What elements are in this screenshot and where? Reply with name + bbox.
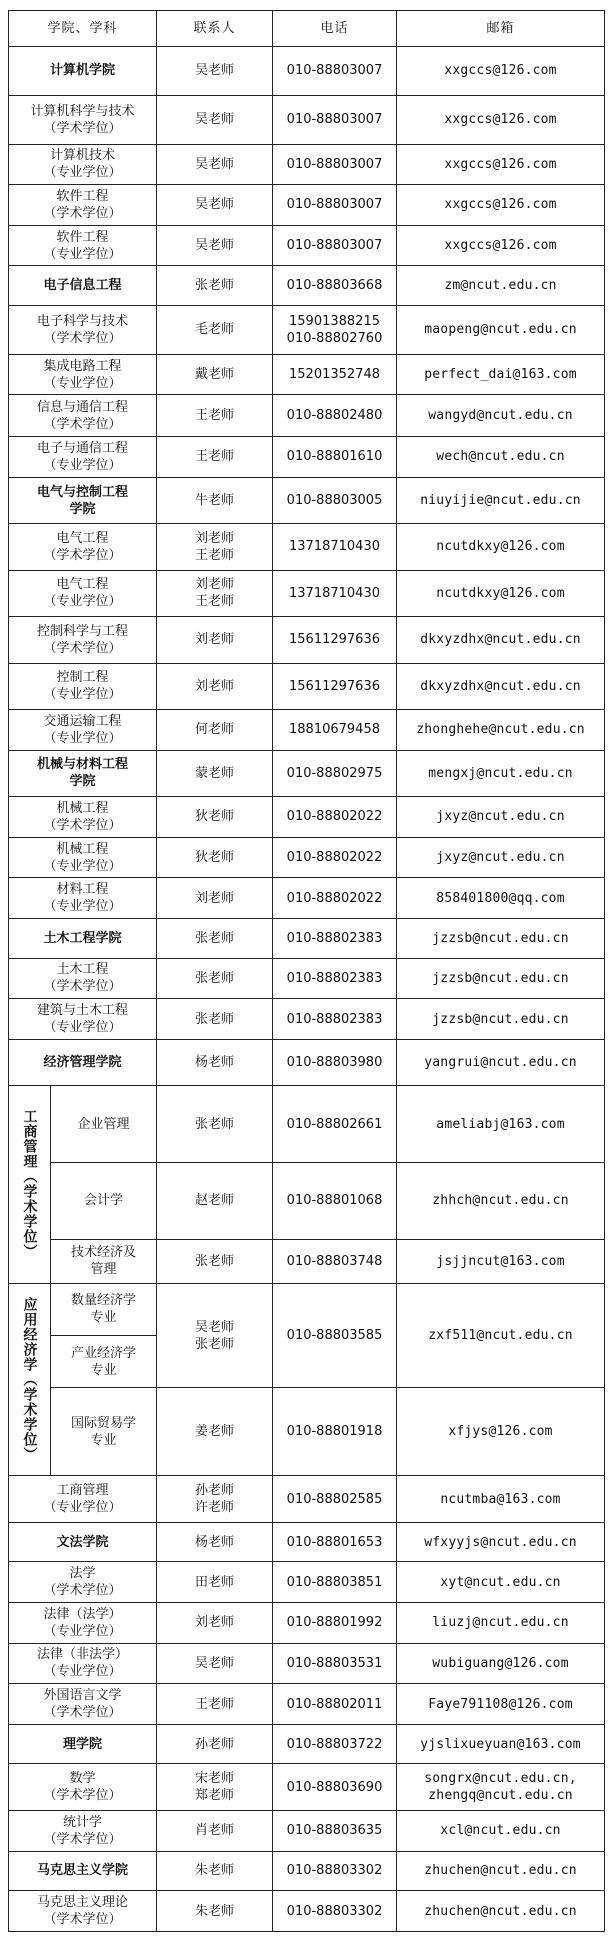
table-row	[9, 1162, 605, 1239]
table-body	[9, 47, 605, 1932]
program-name-cell: 计算机技术 （专业学位）	[9, 144, 157, 185]
email-cell: zm@ncut.edu.cn	[397, 266, 605, 305]
table-row	[9, 1810, 605, 1851]
contact-cell: 狄老师	[157, 797, 273, 838]
email-cell: xfjys@126.com	[397, 1388, 605, 1476]
phone-cell: 18810679458	[273, 710, 397, 751]
program-name-cell: 数学 （学术学位）	[9, 1764, 157, 1810]
email-cell: zxf511@ncut.edu.cn	[397, 1283, 605, 1388]
contact-cell: 刘老师 王老师	[157, 524, 273, 570]
email-cell: jxyz@ncut.edu.cn	[397, 837, 605, 878]
email-cell: Faye791108@126.com	[397, 1684, 605, 1725]
program-name-cell: 工商管理 （专业学位）	[9, 1476, 157, 1522]
email-cell: xxgccs@126.com	[397, 185, 605, 226]
phone-cell: 010-88802022	[273, 878, 397, 919]
contact-cell: 吴老师	[157, 185, 273, 226]
contact-cell: 田老师	[157, 1562, 273, 1603]
phone-cell: 010-88803007	[273, 144, 397, 185]
table-row	[9, 225, 605, 266]
phone-cell: 010-88803722	[273, 1724, 397, 1763]
phone-cell: 010-88803851	[273, 1562, 397, 1603]
phone-cell: 15611297636	[273, 617, 397, 663]
table-row	[9, 1643, 605, 1684]
contact-cell: 狄老师	[157, 837, 273, 878]
table-row	[9, 95, 605, 144]
email-cell: ncutdkxy@126.com	[397, 524, 605, 570]
contact-cell: 宋老师 郑老师	[157, 1764, 273, 1810]
email-cell: xxgccs@126.com	[397, 225, 605, 266]
school-row	[9, 47, 605, 96]
phone-cell: 010-88801610	[273, 437, 397, 478]
program-name-cell: 经济管理学院	[9, 1039, 157, 1085]
phone-cell: 010-88803668	[273, 266, 397, 305]
contact-cell: 王老师	[157, 1684, 273, 1725]
email-cell: dkxyzdhx@ncut.edu.cn	[397, 663, 605, 709]
program-name-cell: 土木工程学院	[9, 919, 157, 958]
contact-cell: 刘老师 王老师	[157, 570, 273, 616]
email-cell: xxgccs@126.com	[397, 47, 605, 96]
contact-cell: 何老师	[157, 710, 273, 751]
table-row	[9, 395, 605, 437]
phone-cell: 010-88802022	[273, 797, 397, 838]
email-cell: wangyd@ncut.edu.cn	[397, 395, 605, 437]
email-cell: yjslixueyuan@163.com	[397, 1724, 605, 1763]
email-cell: dkxyzdhx@ncut.edu.cn	[397, 617, 605, 663]
phone-cell: 010-88802975	[273, 750, 397, 796]
school-row	[9, 266, 605, 305]
program-name-cell: 材料工程 （专业学位）	[9, 878, 157, 919]
email-cell: jzzsb@ncut.edu.cn	[397, 999, 605, 1040]
phone-cell: 010-88801918	[273, 1388, 397, 1476]
program-name-cell: 土木工程 （学术学位）	[9, 958, 157, 999]
contact-cell: 朱老师	[157, 1851, 273, 1890]
email-cell: jzzsb@ncut.edu.cn	[397, 919, 605, 958]
table-row	[9, 1388, 605, 1476]
email-cell: 858401800@qq.com	[397, 878, 605, 919]
table-row	[9, 797, 605, 838]
contact-cell: 张老师	[157, 1239, 273, 1283]
email-cell: xxgccs@126.com	[397, 144, 605, 185]
email-cell: jxyz@ncut.edu.cn	[397, 797, 605, 838]
email-cell: jzzsb@ncut.edu.cn	[397, 958, 605, 999]
table-row	[9, 1562, 605, 1603]
email-cell: niuyijie@ncut.edu.cn	[397, 477, 605, 523]
contact-cell: 毛老师	[157, 305, 273, 354]
contact-cell: 朱老师	[157, 1891, 273, 1932]
phone-cell: 010-88802661	[273, 1086, 397, 1163]
contact-cell: 张老师	[157, 1086, 273, 1163]
phone-cell: 010-88803748	[273, 1239, 397, 1283]
phone-cell: 13718710430	[273, 524, 397, 570]
contact-cell: 赵老师	[157, 1162, 273, 1239]
contact-cell: 张老师	[157, 266, 273, 305]
program-name-cell: 控制工程 （专业学位）	[9, 663, 157, 709]
phone-cell: 010-88803007	[273, 47, 397, 96]
contact-cell: 孙老师	[157, 1724, 273, 1763]
table-row	[9, 958, 605, 999]
school-row	[9, 1039, 605, 1085]
phone-cell: 010-88801653	[273, 1522, 397, 1561]
email-cell: zhuchen@ncut.edu.cn	[397, 1851, 605, 1890]
phone-cell: 15611297636	[273, 663, 397, 709]
phone-cell: 010-88803005	[273, 477, 397, 523]
table-row	[9, 1476, 605, 1522]
phone-cell: 010-88803302	[273, 1891, 397, 1932]
contact-cell: 孙老师 许老师	[157, 1476, 273, 1522]
program-name-cell: 信息与通信工程 （学术学位）	[9, 395, 157, 437]
contact-cell: 张老师	[157, 919, 273, 958]
program-name-cell: 技术经济及 管理	[51, 1239, 157, 1283]
school-row	[9, 750, 605, 796]
program-name-cell: 电气工程 （学术学位）	[9, 524, 157, 570]
header-row	[9, 11, 605, 47]
phone-cell: 010-88802383	[273, 919, 397, 958]
program-name-cell: 文法学院	[9, 1522, 157, 1561]
program-name-cell: 电子与通信工程 （专业学位）	[9, 437, 157, 478]
program-name-cell: 企业管理	[51, 1086, 157, 1163]
email-cell: wfxyyjs@ncut.edu.cn	[397, 1522, 605, 1561]
table-row	[9, 1684, 605, 1725]
table-row	[9, 1239, 605, 1283]
contact-cell: 刘老师	[157, 878, 273, 919]
table-row	[9, 837, 605, 878]
program-name-cell: 机械与材料工程 学院	[9, 750, 157, 796]
header-phone: 电话	[273, 11, 397, 47]
phone-cell: 010-88803007	[273, 95, 397, 144]
contact-cell: 张老师	[157, 999, 273, 1040]
header-contact: 联系人	[157, 11, 273, 47]
program-name-cell: 产业经济学 专业	[51, 1336, 157, 1388]
contact-cell: 姜老师	[157, 1388, 273, 1476]
program-name-cell: 软件工程 （专业学位）	[9, 225, 157, 266]
contact-cell: 戴老师	[157, 354, 273, 395]
program-name-cell: 会计学	[51, 1162, 157, 1239]
phone-cell: 010-88801992	[273, 1603, 397, 1644]
email-cell: zhhch@ncut.edu.cn	[397, 1162, 605, 1239]
program-name-cell: 法律（法学） （专业学位）	[9, 1603, 157, 1644]
program-name-cell: 计算机科学与技术 （学术学位）	[9, 95, 157, 144]
table-row	[9, 710, 605, 751]
contact-cell: 杨老师	[157, 1039, 273, 1085]
program-name-cell: 电气工程 （专业学位）	[9, 570, 157, 616]
program-name-cell: 马克思主义理论 （学术学位）	[9, 1891, 157, 1932]
contact-cell: 刘老师	[157, 663, 273, 709]
table-row	[9, 185, 605, 226]
table-row	[9, 1764, 605, 1810]
contact-cell: 吴老师	[157, 47, 273, 96]
table-row	[9, 570, 605, 616]
contact-cell: 刘老师	[157, 1603, 273, 1644]
program-name-cell: 交通运输工程 （专业学位）	[9, 710, 157, 751]
phone-cell: 010-88802383	[273, 958, 397, 999]
email-cell: ncutmba@163.com	[397, 1476, 605, 1522]
email-cell: xyt@ncut.edu.cn	[397, 1562, 605, 1603]
phone-cell: 010-88802585	[273, 1476, 397, 1522]
phone-cell: 15901388215 010-88802760	[273, 305, 397, 354]
program-name-cell: 建筑与土木工程 （专业学位）	[9, 999, 157, 1040]
program-name-cell: 电子科学与技术 （学术学位）	[9, 305, 157, 354]
contact-cell: 刘老师	[157, 617, 273, 663]
contact-cell: 张老师	[157, 958, 273, 999]
email-cell: wech@ncut.edu.cn	[397, 437, 605, 478]
table-row	[9, 144, 605, 185]
table-row	[9, 663, 605, 709]
email-cell: xcl@ncut.edu.cn	[397, 1810, 605, 1851]
contact-cell: 牛老师	[157, 477, 273, 523]
program-name-cell: 理学院	[9, 1724, 157, 1763]
contact-cell: 吴老师	[157, 1643, 273, 1684]
table-row	[9, 617, 605, 663]
phone-cell: 15201352748	[273, 354, 397, 395]
group-label-text: 工商管理（学术学位）	[21, 1109, 38, 1260]
program-name-cell: 计算机学院	[9, 47, 157, 96]
phone-cell: 010-88803690	[273, 1764, 397, 1810]
header-email: 邮箱	[397, 11, 605, 47]
email-cell: wubiguang@126.com	[397, 1643, 605, 1684]
program-name-cell: 集成电路工程 （专业学位）	[9, 354, 157, 395]
email-cell: mengxj@ncut.edu.cn	[397, 750, 605, 796]
contact-cell: 吴老师	[157, 95, 273, 144]
phone-cell: 010-88802480	[273, 395, 397, 437]
phone-cell: 010-88802022	[273, 837, 397, 878]
table-row	[9, 1086, 605, 1163]
contacts-table	[8, 10, 605, 1932]
email-cell: ameliabj@163.com	[397, 1086, 605, 1163]
phone-cell: 010-88803007	[273, 225, 397, 266]
program-name-cell: 控制科学与工程 （学术学位）	[9, 617, 157, 663]
contact-cell: 王老师	[157, 437, 273, 478]
phone-cell: 010-88803980	[273, 1039, 397, 1085]
phone-cell: 010-88802011	[273, 1684, 397, 1725]
phone-cell: 010-88803302	[273, 1851, 397, 1890]
table-row	[9, 437, 605, 478]
contact-cell: 吴老师	[157, 144, 273, 185]
email-cell: ncutdkxy@126.com	[397, 570, 605, 616]
contact-cell: 王老师	[157, 395, 273, 437]
contact-cell: 蒙老师	[157, 750, 273, 796]
table-row	[9, 1891, 605, 1932]
program-name-cell: 电子信息工程	[9, 266, 157, 305]
header-school: 学院、学科	[9, 11, 157, 47]
program-name-cell: 机械工程 （专业学位）	[9, 837, 157, 878]
contact-cell: 吴老师 张老师	[157, 1283, 273, 1388]
contact-cell: 吴老师	[157, 225, 273, 266]
school-row	[9, 1522, 605, 1561]
program-name-cell: 软件工程 （学术学位）	[9, 185, 157, 226]
program-name-cell: 法律（非法学） （专业学位）	[9, 1643, 157, 1684]
table-row	[9, 524, 605, 570]
group-label-applied-economics	[9, 1283, 51, 1476]
contact-cell: 肖老师	[157, 1810, 273, 1851]
school-row	[9, 1724, 605, 1763]
email-cell: songrx@ncut.edu.cn, zhengq@ncut.edu.cn	[397, 1764, 605, 1810]
email-cell: maopeng@ncut.edu.cn	[397, 305, 605, 354]
phone-cell: 010-88803635	[273, 1810, 397, 1851]
program-name-cell: 数量经济学 专业	[51, 1283, 157, 1335]
program-name-cell: 统计学 （学术学位）	[9, 1810, 157, 1851]
group-label-business-admin	[9, 1086, 51, 1283]
program-name-cell: 外国语言文学 （学术学位）	[9, 1684, 157, 1725]
table-row	[9, 305, 605, 354]
phone-cell: 010-88803531	[273, 1643, 397, 1684]
email-cell: perfect_dai@163.com	[397, 354, 605, 395]
table-row	[9, 1283, 605, 1335]
phone-cell: 010-88802383	[273, 999, 397, 1040]
email-cell: jsjjncut@163.com	[397, 1239, 605, 1283]
program-name-cell: 国际贸易学 专业	[51, 1388, 157, 1476]
email-cell: zhuchen@ncut.edu.cn	[397, 1891, 605, 1932]
program-name-cell: 马克思主义学院	[9, 1851, 157, 1890]
school-row	[9, 919, 605, 958]
phone-cell: 010-88803007	[273, 185, 397, 226]
table-row	[9, 878, 605, 919]
table-row	[9, 354, 605, 395]
program-name-cell: 机械工程 （学术学位）	[9, 797, 157, 838]
contact-cell: 杨老师	[157, 1522, 273, 1561]
program-name-cell: 法学 （学术学位）	[9, 1562, 157, 1603]
table-row	[9, 1603, 605, 1644]
phone-cell: 010-88801068	[273, 1162, 397, 1239]
email-cell: yangrui@ncut.edu.cn	[397, 1039, 605, 1085]
program-name-cell: 电气与控制工程 学院	[9, 477, 157, 523]
school-row	[9, 1851, 605, 1890]
phone-cell: 010-88803585	[273, 1283, 397, 1388]
table-row	[9, 999, 605, 1040]
school-row	[9, 477, 605, 523]
phone-cell: 13718710430	[273, 570, 397, 616]
email-cell: liuzj@ncut.edu.cn	[397, 1603, 605, 1644]
email-cell: xxgccs@126.com	[397, 95, 605, 144]
group-label-text: 应用经济学（学术学位）	[21, 1297, 38, 1463]
email-cell: zhonghehe@ncut.edu.cn	[397, 710, 605, 751]
